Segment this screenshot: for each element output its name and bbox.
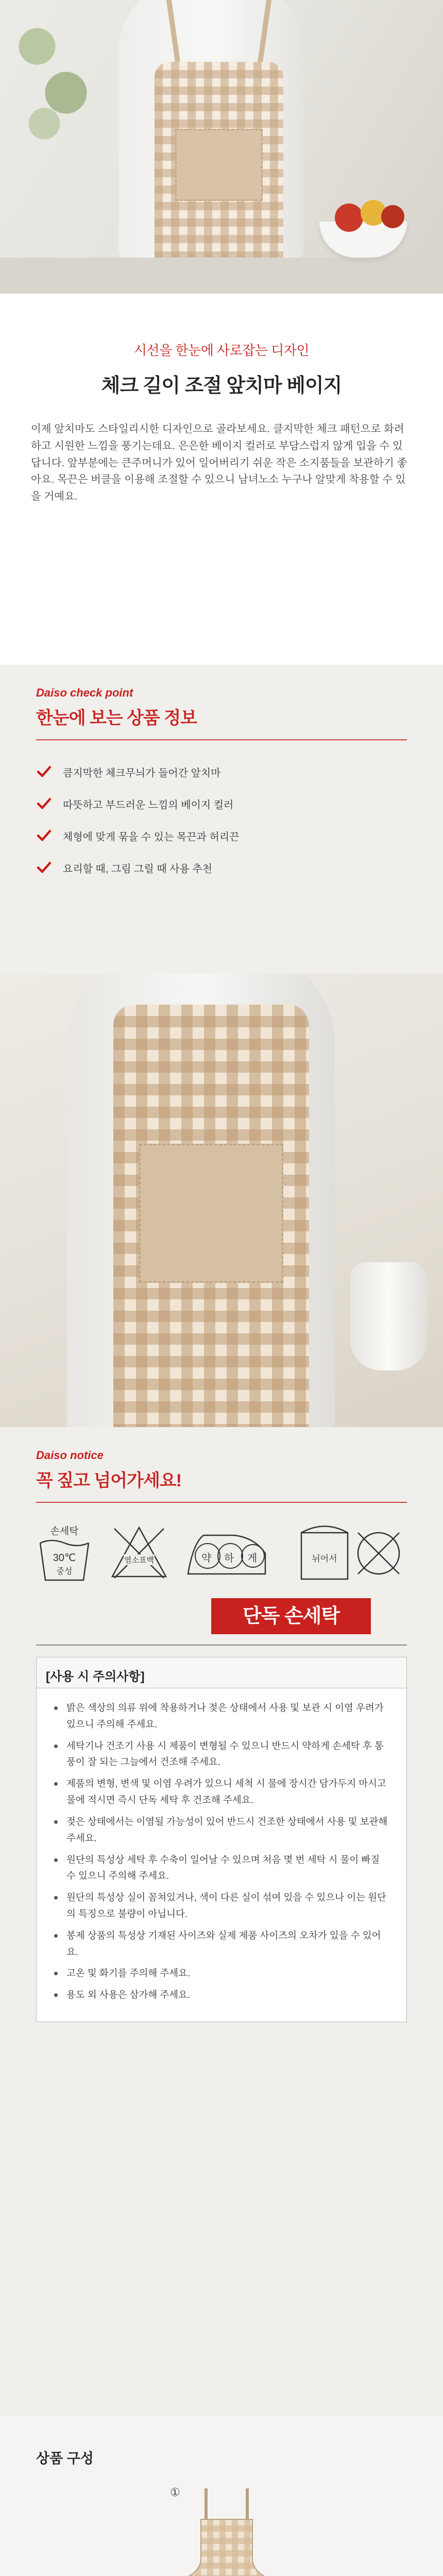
divider — [36, 1645, 407, 1646]
apron-illustration — [170, 2488, 283, 2576]
list-item: 용도 외 사용은 삼가해 주세요. — [52, 1987, 391, 2003]
apron-pocket — [175, 129, 263, 201]
table-surface — [0, 258, 443, 294]
list-item: 제품의 변형, 변색 및 이염 우려가 있으니 세척 시 물에 장시간 담가두지 마시고 물에 적시면 즉시 단독 세탁 후 건조해 주세요. — [52, 1775, 391, 1808]
list-item — [36, 820, 443, 852]
caution-box — [36, 1657, 407, 2022]
checkmark-icon — [36, 796, 52, 811]
list-item — [36, 756, 443, 788]
list-item: 원단의 특성상 세탁 후 수축이 일어날 수 있으며 처음 몇 번 세탁 시 물이 빠질 수 있으니 주의해 주세요. — [52, 1852, 391, 1885]
composition-title: 상품 구성 — [36, 2451, 94, 2466]
apron-pocket — [139, 1144, 283, 1283]
checkmark-icon — [36, 860, 52, 875]
list-item-text: 요리할 때, 그림 그릴 때 사용 추천 — [63, 863, 213, 875]
list-item-text: 체형에 맞게 묶을 수 있는 목끈과 허리끈 — [63, 831, 240, 843]
composition-section — [0, 2416, 443, 2576]
notice-label: Daiso notice — [36, 1449, 104, 1462]
list-item: 젖은 상태에서는 이염될 가능성이 있어 반드시 건조한 상태에서 사용 및 보관해 주세요. — [52, 1814, 391, 1846]
product-description: 이제 앞치마도 스타일리시한 디자인으로 골라보세요. 클지막한 체크 패턴으로 화려하고 시원한 느낌을 풍기는데요. 은은한 베이지 컬러로 부담스럽지 않게 입을 수 있답니다. 앞부분에는 큰주머니가 있어 일어버리기 쉬운 작은 소지품들을 보관하기 좋아요. 목끈은 버클을 이용해 조절할 수 있으니 남녀노소 누구나 알맞게 착용할 수 있을 거예요. — [31, 423, 407, 503]
iron-low-icon: 약 하 게 — [183, 1522, 270, 1587]
care-banner: 단독 손세탁 — [211, 1598, 371, 1634]
checkmark-icon — [36, 828, 52, 843]
list-item — [36, 788, 443, 820]
notice-heading: 꼭 짚고 넘어가세요! — [36, 1471, 181, 1490]
divider — [36, 739, 407, 740]
list-item: 고온 및 화기를 주의해 주세요. — [52, 1965, 391, 1981]
caution-title: [사용 시 주의사항] — [37, 1657, 406, 1688]
product-title: 체크 길이 조절 앞치마 베이지 — [101, 375, 342, 397]
plant-decoration — [15, 0, 88, 155]
no-tumble-dry-icon — [350, 1522, 407, 1587]
apple — [335, 204, 363, 232]
list-item: 밝은 색상의 의류 위에 착용하거나 젖은 상태에서 사용 및 보관 시 이염 우려가 있으니 주의해 주세요. — [52, 1700, 391, 1733]
check-point-heading: 한눈에 보는 상품 정보 — [36, 708, 197, 728]
check-point-list — [36, 756, 443, 884]
hand-wash-icon: 손세탁 30℃ 중성 — [36, 1522, 93, 1587]
dry-flat-icon: 뉘어서 — [296, 1522, 353, 1587]
divider — [36, 1502, 407, 1503]
list-item: 세탁기나 건조기 사용 시 제품이 변형될 수 있으니 반드시 약하게 손세탁 후 통풍이 잘 되는 그늘에서 건조해 주세요. — [52, 1738, 391, 1771]
apple — [381, 205, 404, 228]
list-item — [36, 852, 443, 884]
vase-decoration — [350, 1262, 428, 1370]
list-item: 원단의 특성상 실이 꼼쳐있거나, 색이 다른 실이 섞여 있을 수 있으나 이는 원단의 특징으로 불량이 아닙니다. — [52, 1889, 391, 1922]
caution-list — [37, 1688, 406, 2022]
product-detail-photo — [0, 974, 443, 1427]
intro-eyebrow: 시선을 한눈에 사로잡는 디자인 — [133, 343, 310, 358]
checkmark-icon — [36, 764, 52, 779]
list-item-text: 큼지막한 체크무늬가 들어간 앞치마 — [63, 767, 221, 779]
list-item-text: 따뜻하고 부드러운 느낌의 베이지 컬러 — [63, 799, 234, 811]
no-bleach-icon: 염소표백 — [108, 1522, 170, 1587]
hero-photo — [0, 0, 443, 294]
check-point-label: Daiso check point — [36, 686, 133, 699]
list-item: 봉제 상품의 특성상 기재된 사이즈와 실제 제품 사이즈의 오차가 있을 수 있어요. — [52, 1927, 391, 1960]
notice-section — [0, 1427, 443, 2416]
care-icons — [36, 1522, 407, 1592]
item-marker: ① — [170, 2486, 180, 2499]
check-point-section — [0, 665, 443, 974]
intro-section — [0, 294, 443, 665]
